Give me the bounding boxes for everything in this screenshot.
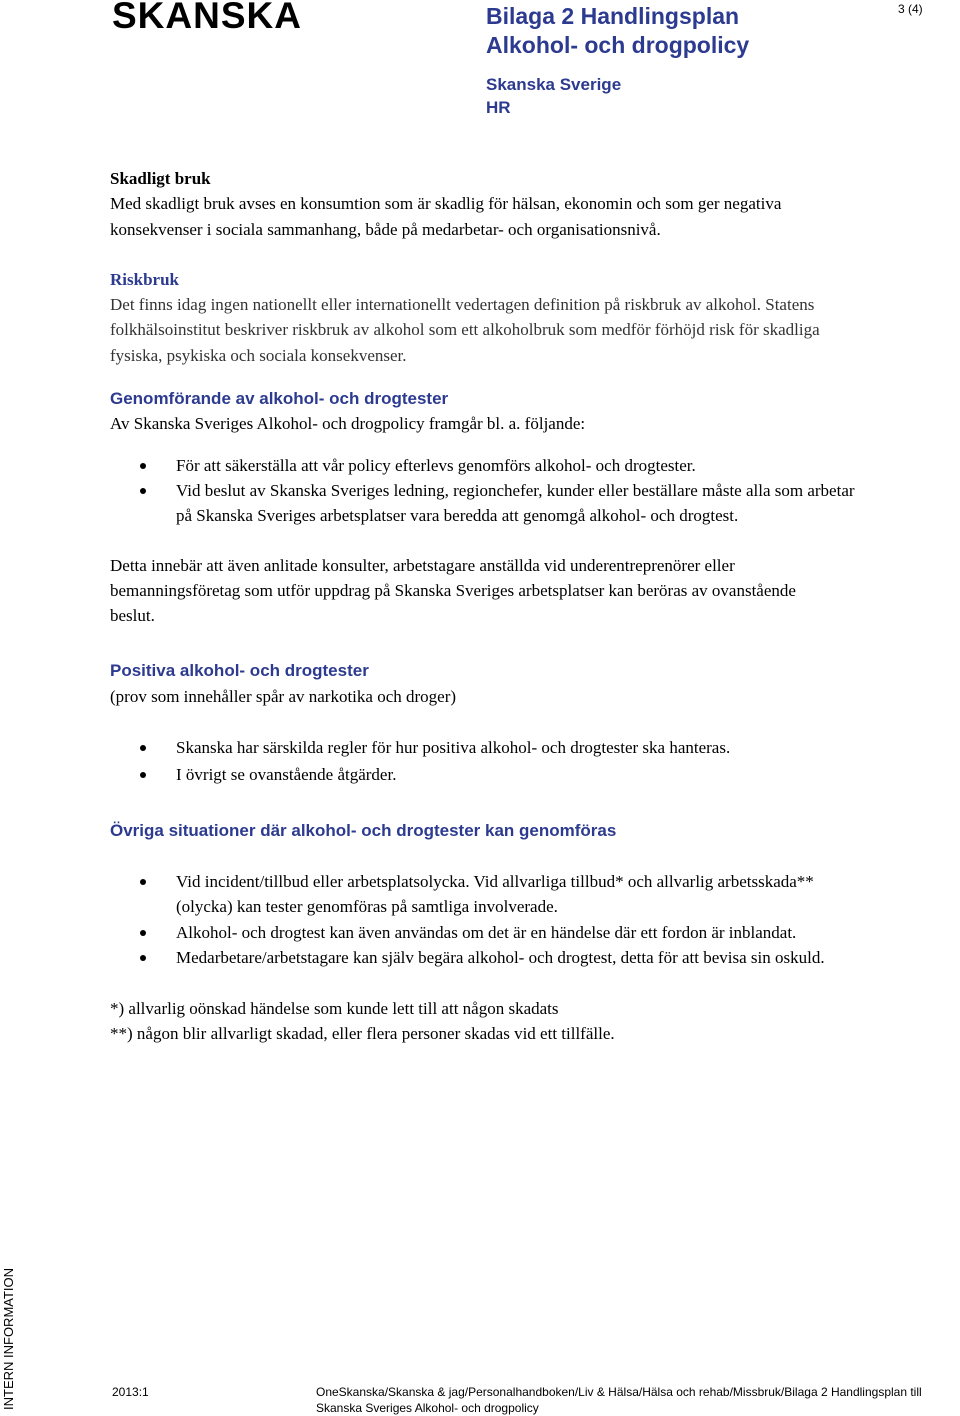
page-number: 3 (4) — [898, 2, 923, 16]
list-genomforande — [110, 453, 870, 529]
list-positiva — [110, 735, 830, 788]
header-title-line2: Alkohol- och drogpolicy — [486, 32, 750, 58]
list-item: För att säkerställa att vår policy efterlevs genomförs alkohol- och drogtester. — [110, 453, 870, 478]
side-label — [0, 1230, 20, 1410]
document-body — [110, 166, 855, 1047]
list-item: Skanska har särskilda regler för hur positiva alkohol- och drogtester ska hanteras. — [110, 735, 830, 760]
footer-path — [316, 1384, 960, 1416]
heading-riskbruk: Riskbruk — [110, 269, 179, 289]
paragraph-skadligt-bruk: Med skadligt bruk avses en konsumtion som är skadlig för hälsan, ekonomin och som ger negativa konsekvenser i sociala sammanhang, både på medarbetar- och organisationsnivå. — [110, 194, 782, 239]
heading-genomforande: Genomförande av alkohol- och drogtester — [110, 389, 449, 409]
footer-code: 2013:1 — [112, 1385, 149, 1399]
paragraph-genomforande-intro: Av Skanska Sveriges Alkohol- och drogpolicy framgår bl. a. följande: — [110, 414, 586, 434]
list-item: Vid beslut av Skanska Sveriges ledning, regionchefer, kunder eller beställare måste alla som arbetar på Skanska Sveriges arbetsplatser vara beredda att genomgå alkohol- och drogtest. — [110, 478, 870, 529]
header-title-line1: Bilaga 2 Handlingsplan — [486, 3, 740, 29]
list-item: Vid incident/tillbud eller arbetsplatsolycka. Vid allvarliga tillbud* och allvarlig arbetsskada** (olycka) kan tester genomföras på samtliga involverade. — [110, 869, 830, 920]
heading-ovriga: Övriga situationer där alkohol- och drogtester kan genomföras — [110, 820, 617, 840]
list-item: Alkohol- och drogtest kan även användas om det är en händelse där ett fordon är inblandat. — [110, 920, 830, 945]
list-item: I övrigt se ovanstående åtgärder. — [110, 762, 830, 787]
paragraph-positiva-sub: (prov som innehåller spår av narkotika och droger) — [110, 686, 457, 706]
paragraph-genomforande-after: Detta innebär att även anlitade konsulter, arbetstagare anställda vid underentreprenörer eller bemanningsföretag som utför uppdrag på Skanska Sveriges arbetsplatser kan beröras av ovanstående beslut. — [110, 555, 796, 626]
footer-doc-name: Skanska Sveriges Alkohol- och drogpolicy — [316, 1401, 539, 1415]
skanska-logo: SKANSKA — [112, 0, 302, 36]
footnote-2: **) någon blir allvarligt skadad, eller flera personer skadas vid ett tillfälle. — [110, 1024, 615, 1044]
header-dept: HR — [486, 98, 511, 117]
heading-positiva: Positiva alkohol- och drogtester — [110, 661, 369, 681]
list-ovriga — [110, 869, 830, 970]
header-subtitle — [486, 73, 621, 119]
heading-skadligt-bruk: Skadligt bruk — [110, 169, 211, 188]
footer-path-text: OneSkanska/Skanska & jag/Personalhandboken/Liv & Hälsa/Hälsa och rehab/Missbruk/Bilaga 2 Handlingsplan till — [316, 1385, 922, 1399]
footnote-1: *) allvarlig oönskad händelse som kunde lett till att någon skadats — [110, 999, 559, 1019]
header-org: Skanska Sverige — [486, 75, 622, 94]
header-title — [486, 2, 749, 60]
side-label-text: INTERN INFORMATION — [1, 1267, 16, 1410]
paragraph-riskbruk: Det finns idag ingen nationellt eller internationellt vedertagen definition på riskbruk av alkohol. Statens folkhälsoinstitut beskriver riskbruk av alkohol som ett alkoholbruk som medför förhöjd risk för skadliga fysiska, psykiska och sociala konsekvenser. — [110, 295, 820, 365]
list-item: Medarbetare/arbetstagare kan själv begära alkohol- och drogtest, detta för att bevisa sin oskuld. — [110, 945, 830, 970]
